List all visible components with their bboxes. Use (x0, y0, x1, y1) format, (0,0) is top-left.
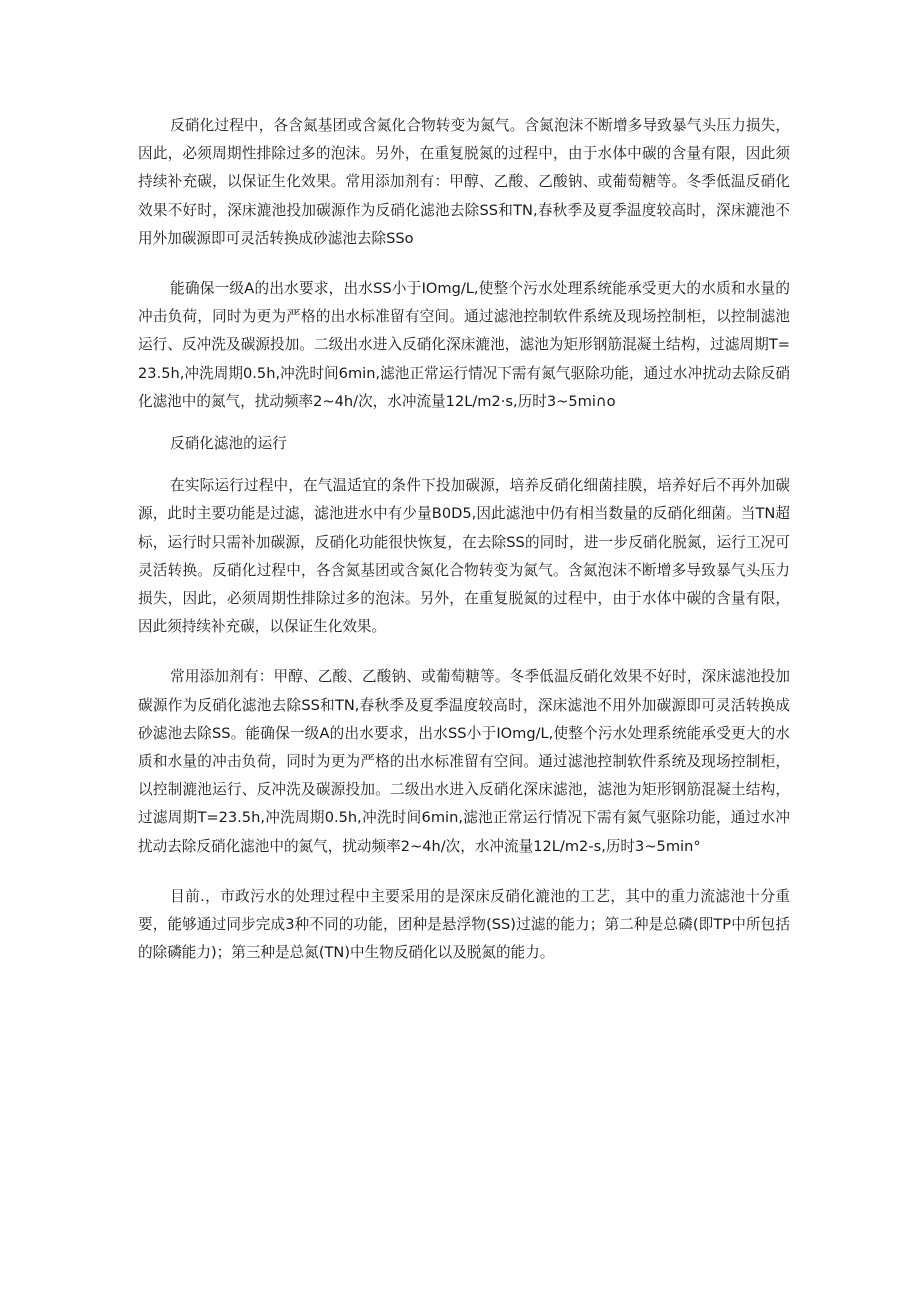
paragraph-effluent-requirements: 能确保一级A的出水要求，出水SS小于IOmg/L,使整个污水处理系统能承受更大的水质和水量的冲击负荷，同时为更为严格的出水标准留有空间。通过滤池控制软件系统及现场控制柜，以控制滤池运行、反冲洗及碳源投加。二级出水进入反硝化深床漉池，滤池为矩形钢筋混凝土结构，过滤周期T=23.5h,冲洗周期0.5h,冲洗时间6min,滤池正常运行情况下需有氮气驱除功能，通过水冲扰动去除反硝化滤池中的氮气，扰动频率2~4h∕次，水冲流量12L∕m2·s,历时3~5mi∩o (138, 280, 790, 410)
document-body (138, 112, 790, 967)
paragraph-common-additives: 常用添加剂有：甲醇、乙酸、乙酸钠、或葡萄糖等。冬季低温反硝化效果不好时，深床滤池投加碳源作为反硝化滤池去除SS和TN,春秋季及夏季温度较高时，深床滤池不用外加碳源即可灵活转换成砂滤池去除SS。能确保一级A的出水要求，出水SS小于IOmg/L,使整个污水处理系统能承受更大的水质和水量的冲击负荷，同时为更为严格的出水标准留有空间。通过滤池控制软件系统及现场控制柜，以控制漉池运行、反冲洗及碳源投加。二级出水进入反硝化深床滤池，滤池为矩形钢筋混凝土结构，过滤周期T=23.5h,冲洗周期0.5h,冲洗时间6min,滤池正常运行情况下需有氮气驱除功能，通过水冲扰动去除反硝化滤池中的氮气，扰动频率2~4h∕次，水冲流量12L∕m2-s,历时3~5min° (138, 668, 790, 855)
paragraph-current-practice: 目前.，市政污水的处理过程中主要采用的是深床反硝化漉池的工艺，其中的重力流滤池十分重要，能够通过同步完成3种不同的功能，团种是悬浮物(SS)过滤的能力；第二种是总磷(即TP中所包括的除磷能力)；第三种是总氮(TN)中生物反硝化以及脱氮的能力。 (138, 887, 790, 962)
paragraph-actual-operation: 在实际运行过程中，在气温适宜的条件下投加碳源，培养反硝化细菌挂膜，培养好后不再外加碳源，此时主要功能是过滤，滤池进水中有少量B0D5,因此滤池中仍有相当数量的反硝化细菌。当TN超标，运行时只需补加碳源，反硝化功能很快恢复，在去除SS的同时，进一步反硝化脱氮，运行工况可灵活转换。反硝化过程中，各含氮基团或含氮化合物转变为氮气。含氮泡沫不断增多导致暴气头压力损失，因此，必须周期性排除过多的泡沫。另外，在重复脱氮的过程中，由于水体中碳的含量有限，因此须持续补充碳，以保证生化效果。 (138, 477, 790, 636)
paragraph-denitrification-process: 反硝化过程中，各含氮基团或含氮化合物转变为氮气。含氮泡沫不断增多导致暴气头压力损失，因此，必须周期性排除过多的泡沫。另外，在重复脱氮的过程中，由于水体中碳的含量有限，因此须持续补充碳，以保证生化效果。常用添加剂有：甲醇、乙酸、乙酸钠、或葡萄糖等。冬季低温反硝化效果不好时，深床漉池投加碳源作为反硝化滤池去除SS和TN,春秋季及夏季温度较高时，深床漉池不用外加碳源即可灵活转换成砂滤池去除SSo (138, 117, 790, 247)
section-heading-filter-operation: 反硝化滤池的运行 (170, 435, 287, 453)
